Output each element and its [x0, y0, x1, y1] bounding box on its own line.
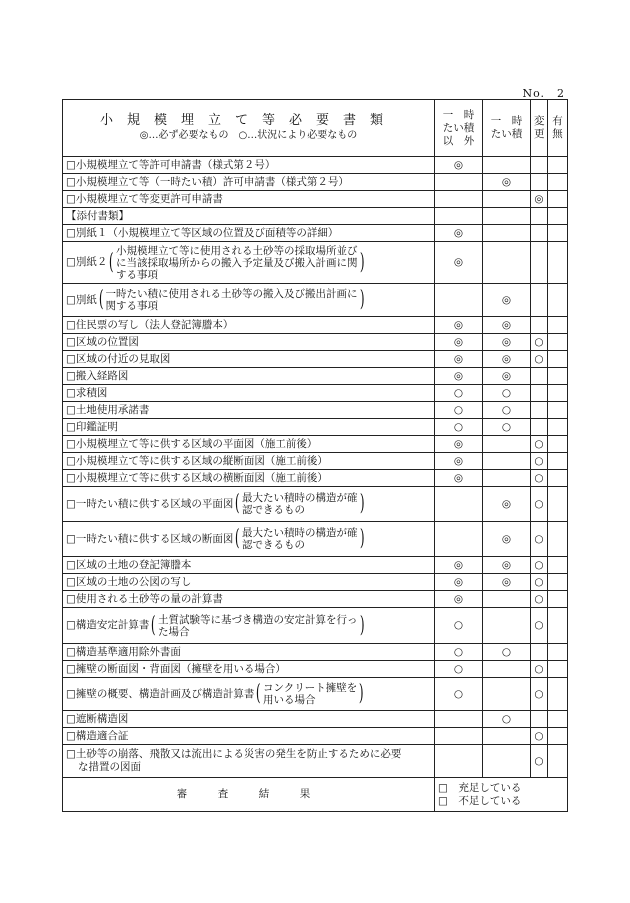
table-row: [63, 470, 568, 487]
document-item: [63, 728, 435, 745]
document-item: [63, 453, 435, 470]
mark-c2: [483, 728, 531, 745]
presence-check-cell[interactable]: [548, 728, 568, 745]
mark-c1: [435, 284, 483, 317]
document-label: □小規模埋立て等に供する区域の平面図（施工前後）: [66, 437, 318, 450]
presence-check-cell[interactable]: [548, 522, 568, 557]
document-label: □求積図: [66, 386, 108, 399]
document-item: [63, 208, 435, 225]
document-item: [63, 522, 435, 557]
document-item: [63, 678, 435, 711]
document-item: [63, 470, 435, 487]
table-row: [63, 711, 568, 728]
mark-c1: [435, 487, 483, 522]
mark-c3: [531, 284, 548, 317]
presence-check-cell[interactable]: [548, 745, 568, 778]
table-row: [63, 208, 568, 225]
mark-c1: ◎: [435, 225, 483, 242]
document-item: [63, 487, 435, 522]
table-row: [63, 453, 568, 470]
document-item: [63, 745, 435, 778]
table-row: [63, 225, 568, 242]
mark-c1: [435, 711, 483, 728]
mark-c2: ◎: [483, 557, 531, 574]
table-row: [63, 368, 568, 385]
mark-c3: ○: [531, 745, 548, 778]
mark-c3: [531, 157, 548, 174]
table-row: [63, 191, 568, 208]
mark-c1: ○: [435, 661, 483, 678]
mark-c3: ○: [531, 522, 548, 557]
mark-c1: [435, 745, 483, 778]
table-row: [63, 644, 568, 661]
document-item: [63, 661, 435, 678]
table-row: [63, 745, 568, 778]
table-row: [63, 174, 568, 191]
presence-check-cell[interactable]: [548, 678, 568, 711]
document-item: [63, 436, 435, 453]
document-item: [63, 191, 435, 208]
presence-check-cell[interactable]: [548, 385, 568, 402]
mark-c1: [435, 728, 483, 745]
col-header-temporary: 一 時 たい積: [483, 100, 531, 157]
table-row: [63, 284, 568, 317]
presence-check-cell[interactable]: [548, 242, 568, 284]
presence-check-cell[interactable]: [548, 334, 568, 351]
mark-c2: [483, 453, 531, 470]
mark-c3: ○: [531, 591, 548, 608]
insufficient-checkbox[interactable]: □ 不足している: [438, 794, 522, 807]
label-with-bracket: [66, 682, 366, 706]
mark-c3: ○: [531, 453, 548, 470]
document-label: □別紙２: [66, 256, 108, 268]
presence-check-cell[interactable]: [548, 225, 568, 242]
mark-c3: [531, 385, 548, 402]
table-row: [63, 557, 568, 574]
document-item: [63, 711, 435, 728]
mark-c2: [483, 157, 531, 174]
mark-c1: ◎: [435, 157, 483, 174]
presence-check-cell[interactable]: [548, 351, 568, 368]
result-options: [435, 778, 568, 812]
document-label: □小規模埋立て等許可申請書（様式第２号）: [66, 158, 276, 171]
right-bracket: ): [359, 491, 365, 516]
table-row: [63, 385, 568, 402]
document-item: [63, 368, 435, 385]
presence-check-cell[interactable]: [548, 436, 568, 453]
presence-check-cell[interactable]: [548, 453, 568, 470]
required-documents-table: [62, 99, 568, 812]
document-label: □住民票の写し（法人登記簿謄本）: [66, 318, 234, 331]
document-label: □小規模埋立て等に供する区域の縦断面図（施工前後）: [66, 454, 328, 467]
mark-c1: ◎: [435, 557, 483, 574]
document-item: [63, 644, 435, 661]
left-bracket: (: [109, 249, 115, 275]
document-label: 【添付書類】: [66, 209, 129, 222]
left-bracket: (: [235, 526, 241, 551]
mark-c1: [435, 522, 483, 557]
presence-check-cell[interactable]: [548, 368, 568, 385]
col-header-presence: 有 無: [548, 100, 568, 157]
left-bracket: (: [98, 287, 104, 312]
presence-check-cell[interactable]: [548, 591, 568, 608]
mark-c3: ○: [531, 334, 548, 351]
bracket-note: [106, 288, 358, 312]
mark-c3: ○: [531, 436, 548, 453]
document-item: [63, 608, 435, 644]
mark-c3: [531, 402, 548, 419]
document-label: □小規模埋立て等変更許可申請書: [66, 192, 223, 205]
table-row: [63, 402, 568, 419]
presence-check-cell[interactable]: [548, 608, 568, 644]
mark-c2: [483, 470, 531, 487]
document-item: [63, 402, 435, 419]
bracket-note: [158, 614, 358, 638]
mark-c1: ◎: [435, 591, 483, 608]
presence-check-cell[interactable]: [548, 402, 568, 419]
presence-check-cell[interactable]: [548, 487, 568, 522]
bracket-note-line: た場合: [158, 625, 190, 638]
bracket-note-line: 関する事項: [105, 300, 159, 312]
document-label: □小規模埋立て等（一時たい積）許可申請書（様式第２号）: [66, 175, 349, 188]
table-row: [63, 242, 568, 284]
page-number: No. 2: [522, 87, 565, 100]
col-header-change: 変 更: [531, 100, 548, 157]
sufficient-checkbox[interactable]: □ 充足している: [438, 781, 522, 794]
mark-c2: ◎: [483, 284, 531, 317]
document-item: [63, 351, 435, 368]
mark-c3: [531, 644, 548, 661]
mark-c2: [483, 745, 531, 778]
presence-check-cell[interactable]: [548, 284, 568, 317]
result-label: 審 査 結 果: [63, 778, 435, 812]
document-item: [63, 334, 435, 351]
table-row: [63, 591, 568, 608]
document-item: [63, 591, 435, 608]
mark-c2: [483, 225, 531, 242]
col-header-non-temporary: 一 時 たい積 以 外: [435, 100, 483, 157]
presence-check-cell[interactable]: [548, 208, 568, 225]
bracket-note: [242, 527, 358, 551]
mark-c3: [531, 208, 548, 225]
mark-c1: [435, 191, 483, 208]
table-row: [63, 522, 568, 557]
presence-check-cell[interactable]: [548, 174, 568, 191]
mark-c2: [483, 242, 531, 284]
document-label: □別紙: [66, 293, 97, 306]
table-row: [63, 574, 568, 591]
right-bracket: ): [359, 287, 365, 312]
bracket-note-line: 土質試験等に基づき構造の安定計算を行っ: [158, 613, 358, 626]
document-item: [63, 174, 435, 191]
mark-c3: ○: [531, 661, 548, 678]
mark-c1: ◎: [435, 242, 483, 284]
label-with-bracket: [66, 245, 366, 281]
presence-check-cell[interactable]: [548, 191, 568, 208]
mark-c2: ○: [483, 385, 531, 402]
mark-c3: ○: [531, 728, 548, 745]
mark-c1: ○: [435, 419, 483, 436]
bracket-note-line: 小規模埋立て等に使用される土砂等の採取場所並び: [116, 244, 358, 257]
presence-check-cell[interactable]: [548, 317, 568, 334]
label-with-bracket: [66, 288, 366, 312]
table-row: [63, 608, 568, 644]
mark-c1: ◎: [435, 453, 483, 470]
mark-c2: [483, 191, 531, 208]
document-item: [63, 574, 435, 591]
right-bracket: ): [359, 612, 365, 638]
bracket-note: [116, 245, 358, 281]
document-item: [63, 385, 435, 402]
mark-c3: [531, 368, 548, 385]
bracket-note-line: する事項: [116, 268, 159, 281]
left-bracket: (: [256, 681, 262, 706]
bracket-note-line: 最大たい積時の構造が確: [242, 527, 358, 539]
document-label: □擁壁の概要、構造計画及び構造計算書: [66, 687, 255, 700]
mark-c1: ○: [435, 402, 483, 419]
document-label-continued: な措置の図面: [78, 761, 141, 773]
mark-c1: ○: [435, 385, 483, 402]
mark-c3: [531, 419, 548, 436]
document-label: □区域の土地の登記簿謄本: [66, 558, 192, 571]
bracket-note-line: 認できるもの: [242, 539, 306, 551]
table-row: [63, 317, 568, 334]
table-row: [63, 419, 568, 436]
document-label: □擁壁の断面図・背面図（擁壁を用いる場合）: [66, 662, 286, 675]
mark-c2: ◎: [483, 487, 531, 522]
presence-check-cell[interactable]: [548, 661, 568, 678]
mark-c2: [483, 436, 531, 453]
table-row: [63, 351, 568, 368]
mark-c1: [435, 208, 483, 225]
table-row: [63, 678, 568, 711]
mark-c2: ◎: [483, 174, 531, 191]
mark-c3: ○: [531, 608, 548, 644]
left-bracket: (: [151, 612, 157, 638]
mark-c3: ○: [531, 487, 548, 522]
mark-c2: ◎: [483, 334, 531, 351]
document-label: □土地使用承諾書: [66, 403, 150, 416]
bracket-note-line: 最大たい積時の構造が確: [242, 492, 358, 504]
mark-c1: ◎: [435, 351, 483, 368]
presence-check-cell[interactable]: [548, 644, 568, 661]
presence-check-cell[interactable]: [548, 574, 568, 591]
document-label: □印鑑証明: [66, 420, 118, 433]
mark-c2: ◎: [483, 574, 531, 591]
mark-c1: ○: [435, 644, 483, 661]
mark-c2: ◎: [483, 351, 531, 368]
left-bracket: (: [235, 491, 241, 516]
bracket-note: [242, 492, 358, 516]
mark-c2: ○: [483, 644, 531, 661]
mark-c2: [483, 591, 531, 608]
right-bracket: ): [359, 526, 365, 551]
table-row: [63, 436, 568, 453]
table-row: [63, 157, 568, 174]
presence-check-cell[interactable]: [548, 419, 568, 436]
document-label: □区域の位置図: [66, 335, 139, 348]
document-label: □小規模埋立て等に供する区域の横断面図（施工前後）: [66, 471, 328, 484]
document-label: □土砂等の崩落、飛散又は流出による災害の発生を防止するために必要: [66, 748, 402, 760]
mark-c1: ◎: [435, 436, 483, 453]
bracket-note: [263, 682, 357, 706]
bracket-note-line: に当該採取場所からの搬入予定量及び搬入計画に関: [116, 256, 358, 269]
presence-check-cell[interactable]: [548, 470, 568, 487]
mark-c2: ○: [483, 419, 531, 436]
presence-check-cell[interactable]: [548, 157, 568, 174]
mark-c2: ○: [483, 711, 531, 728]
form-title: 小規模埋立て等必要書類: [99, 113, 397, 128]
document-item: [63, 157, 435, 174]
mark-c1: ◎: [435, 317, 483, 334]
legend-note: ◎…必ず必要なもの ○…状況により必要なもの: [139, 130, 358, 141]
mark-c3: ○: [531, 470, 548, 487]
document-label: □一時たい積に供する区域の平面図: [66, 497, 234, 510]
header-row: [63, 100, 568, 157]
label-with-bracket: [66, 492, 366, 516]
mark-c2: [483, 208, 531, 225]
mark-c3: [531, 174, 548, 191]
mark-c1: ◎: [435, 368, 483, 385]
bracket-note-line: 一時たい積に使用される土砂等の搬入及び搬出計画に: [105, 288, 358, 300]
mark-c2: ◎: [483, 317, 531, 334]
mark-c1: [435, 174, 483, 191]
document-label: □区域の土地の公図の写し: [66, 575, 192, 588]
mark-c2: [483, 661, 531, 678]
table-row: [63, 487, 568, 522]
mark-c3: ○: [531, 574, 548, 591]
mark-c2: [483, 678, 531, 711]
document-label: □一時たい積に供する区域の断面図: [66, 532, 234, 545]
bracket-note-line: 用いる場合: [263, 694, 316, 706]
document-label: □使用される土砂等の量の計算書: [66, 592, 223, 605]
presence-check-cell[interactable]: [548, 711, 568, 728]
label-with-bracket: [66, 527, 366, 551]
mark-c3: ○: [531, 557, 548, 574]
mark-c2: ○: [483, 402, 531, 419]
table-row: [63, 728, 568, 745]
mark-c3: [531, 242, 548, 284]
result-row: [63, 778, 568, 812]
document-item: [63, 419, 435, 436]
mark-c1: ◎: [435, 574, 483, 591]
presence-check-cell[interactable]: [548, 557, 568, 574]
document-item: [63, 557, 435, 574]
mark-c3: [531, 317, 548, 334]
document-label: □区域の付近の見取図: [66, 352, 171, 365]
bracket-note-line: コンクリート擁壁を: [263, 682, 358, 694]
document-item: [63, 225, 435, 242]
mark-c2: [483, 608, 531, 644]
table-row: [63, 661, 568, 678]
mark-c1: ○: [435, 678, 483, 711]
label-with-bracket: [66, 614, 366, 638]
right-bracket: ): [359, 249, 365, 275]
header-title-cell: [63, 100, 435, 157]
mark-c3: ○: [531, 678, 548, 711]
mark-c2: ◎: [483, 368, 531, 385]
document-label: □構造安定計算書: [66, 619, 150, 631]
document-item: [63, 242, 435, 284]
mark-c3: ○: [531, 351, 548, 368]
document-label: □別紙１（小規模埋立て等区域の位置及び面積等の詳細）: [66, 226, 339, 239]
mark-c2: ◎: [483, 522, 531, 557]
bracket-note-line: 認できるもの: [242, 504, 306, 516]
mark-c3: [531, 225, 548, 242]
right-bracket: ): [359, 681, 364, 706]
document-item: [63, 317, 435, 334]
document-label: □構造基準適用除外書面: [66, 645, 181, 658]
table-row: [63, 334, 568, 351]
mark-c3: ◎: [531, 191, 548, 208]
document-label: □搬入経路図: [66, 369, 129, 382]
mark-c1: ○: [435, 608, 483, 644]
document-label: □遮断構造図: [66, 712, 129, 725]
mark-c3: [531, 711, 548, 728]
document-item: [63, 284, 435, 317]
mark-c1: ◎: [435, 470, 483, 487]
document-label: □構造適合証: [66, 729, 129, 742]
mark-c1: ◎: [435, 334, 483, 351]
